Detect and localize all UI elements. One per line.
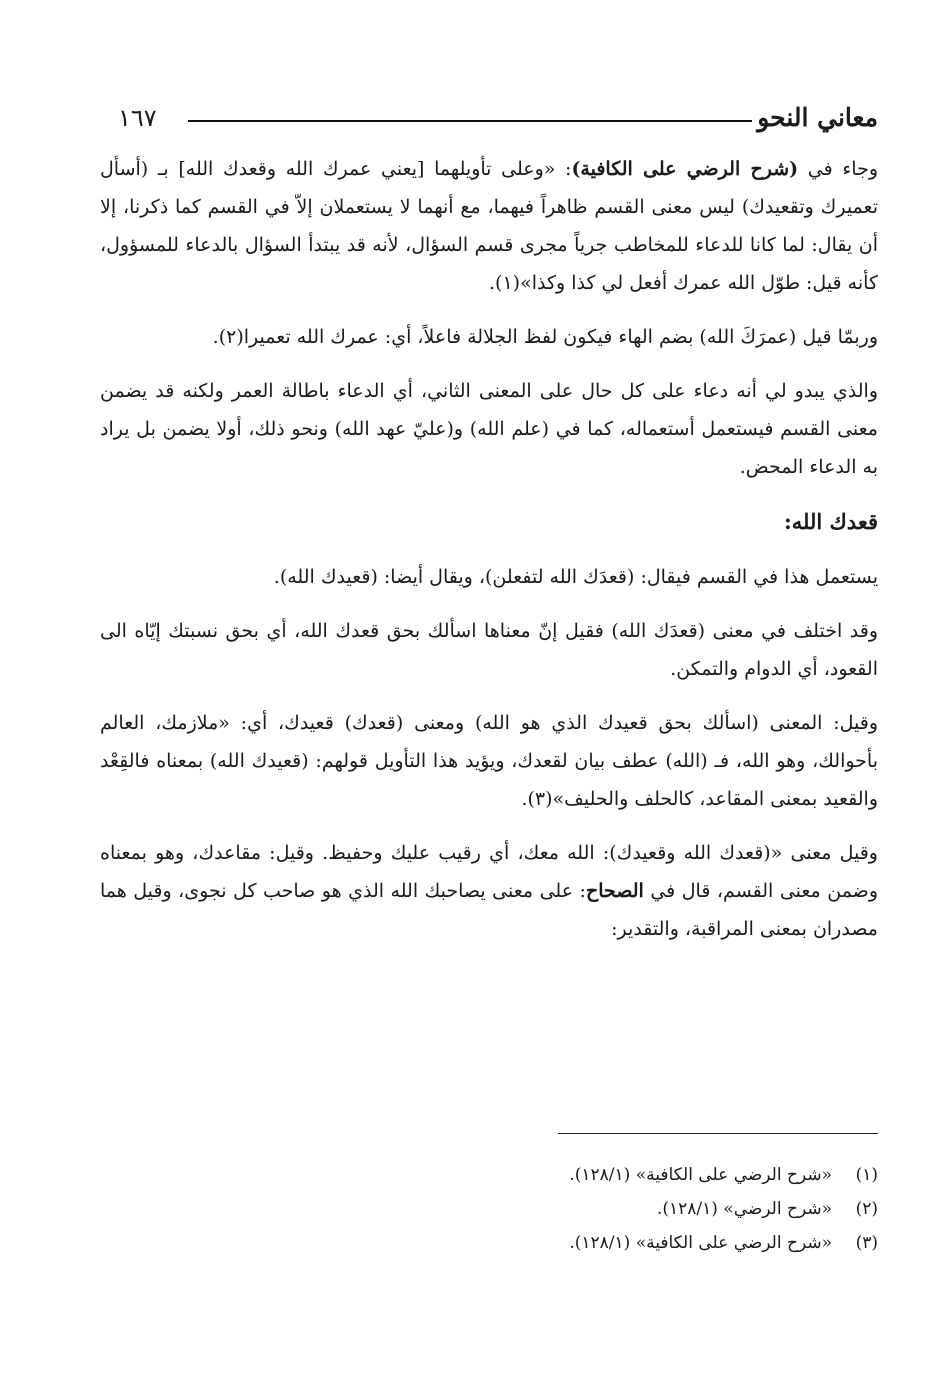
footnote-text: «شرح الرضي على الكافية» (١٢٨/١). (569, 1233, 832, 1253)
section-paragraph-4-lead: وقيل معنى «(قعدك الله وقعيدك): الله معك، أي رقيب عليك وحفيظ. وقيل: مقاعدك، وهو بمعناه وضمن معنى القسم، قال في (100, 842, 878, 902)
running-header (118, 98, 878, 138)
header-rule (188, 120, 752, 122)
section-paragraph-4 (100, 834, 878, 948)
footnote-separator (558, 1133, 878, 1134)
paragraph-3: والذي يبدو لي أنه دعاء على كل حال على المعنى الثاني، أي الدعاء باطالة العمر ولكنه قد يضمن معنى القسم فيستعمل أستعماله، كما في (علم الله) و(عليّ عهد الله) ونحو ذلك، أولا يضمن بل يراد به الدعاء المحض. (100, 380, 878, 478)
header-title: معاني النحو (757, 103, 878, 132)
paragraph-2: وربمّا قيل (عمرَكَ الله) بضم الهاء فيكون لفظ الجلالة فاعلاً، أي: عمرك الله تعميرا(٢). (212, 326, 878, 348)
section-paragraph-2: وقد اختلف في معنى (قعدَك الله) فقيل إنّ معناها اسألك بحق قعدك الله، أي بحق نسبتك إيّاه الى القعود، أي الدوام والتمكن. (100, 620, 878, 680)
footnote-number: (١) (855, 1165, 878, 1185)
paragraph-1-lead: وجاء في (798, 158, 878, 180)
section-paragraph-3: وقيل: المعنى (اسألك بحق قعيدك الذي هو الله) ومعنى (قعدك) قعيدك، أي: «ملازمك، العالم بأحوالك، وهو الله، فـ (الله) عطف بيان لقعدك، ويؤيد هذا التأويل قولهم: (قعيدك الله) بمعناه فالقِعْد والقعيد بمعنى المقاعد، كالحلف والحليف»(٣). (100, 712, 878, 810)
footnote-text: «شرح الرضي على الكافية» (١٢٨/١). (569, 1165, 832, 1185)
paragraph-1-body: : «وعلى تأويلهما [يعني عمرك الله وقعدك الله] بـ (أسأل تعميرك وتقعيدك) ليس معنى القسم ظاهراً فيهما، مع أنهما لا يستعملان إلاّ في القسم كما ذكرنا، إلا أن يقال: لما كانا للدعاء للمخاطب جرياً مجرى قسم السؤال، لأنه قد يبتدأ السؤال بالدعاء للمسؤول، كأنه قيل: طوّل الله عمرك أفعل لي كذا وكذا»(١). (100, 158, 878, 294)
section-heading: قعدك الله: (783, 509, 878, 534)
footnote-text: «شرح الرضي» (١٢٨/١). (656, 1199, 832, 1219)
footnote-number: (٣) (855, 1233, 878, 1253)
page-number: ١٦٧ (118, 104, 157, 132)
footnote (378, 1192, 878, 1226)
section-paragraph-1: يستعمل هذا في القسم فيقال: (قعدَك الله لتفعلن)، ويقال أيضا: (قعيدك الله). (273, 566, 878, 588)
footnote (378, 1226, 878, 1260)
paragraph-1 (100, 150, 878, 302)
main-text (100, 150, 878, 964)
footnotes (378, 1158, 878, 1260)
book-title-sharh-al-radi: (شرح الرضي على الكافية) (571, 158, 799, 180)
section-paragraph-4-body: : على معنى يصاحبك الله الذي هو صاحب كل نجوى، وقيل هما مصدران بمعنى المراقبة، والتقدير: (100, 880, 878, 940)
book-title-al-sihah: الصحاح (585, 880, 644, 902)
footnote (378, 1158, 878, 1192)
footnote-number: (٢) (855, 1199, 878, 1219)
